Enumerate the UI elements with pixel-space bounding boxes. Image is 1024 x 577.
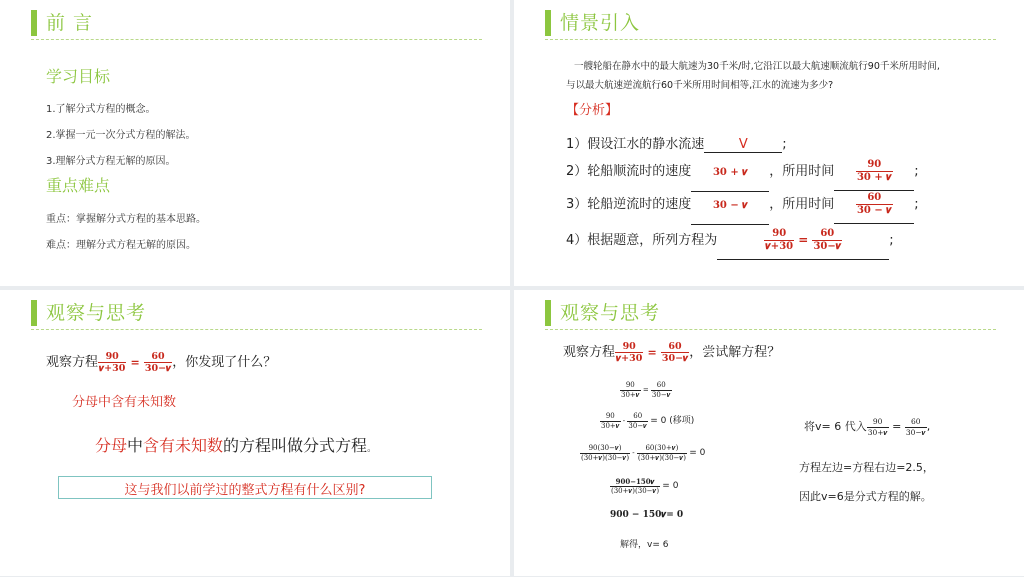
semicolon: ; [914,197,919,212]
title-divider [545,329,996,330]
key-heading: 重点难点 [46,176,111,195]
time-fraction-downstream [856,160,893,183]
conclusion-text: 因此v=6是分式方程的解。 [799,490,932,503]
fraction-numerator: 60 [633,411,643,420]
sides-equal-text: 方程左边=方程右边=2.5， [799,461,934,474]
equals-sign: = [647,346,657,359]
difficulty-point: 难点：理解分式方程无解的原因。 [46,240,196,251]
solution-step-5: 900 − 150𝒗= 0 [610,510,684,520]
fraction-denominator: 30 + 𝒗 [856,172,892,183]
step-fraction [651,382,672,399]
solution-step-4 [610,475,678,497]
step-fraction [620,382,641,399]
title-divider [31,329,482,330]
fraction-denominator: (30+𝒗)(30−𝒗) [637,453,686,462]
analysis-label: 【分析】 [566,103,619,118]
fraction-numerator: 90 [105,350,119,362]
semicolon: ; [782,137,787,152]
fraction-numerator: 90 [622,340,636,352]
fraction-denominator: 30−𝒗 [628,421,647,430]
observe-prefix: 观察方程 [46,355,99,370]
fraction-denominator: 30−𝒗 [651,390,671,399]
title-accent-bar [31,300,37,326]
goal-item-2: 2.掌握一元一次分式方程的解法。 [46,130,196,141]
fraction-denominator: 𝒗+30 [765,241,794,252]
slide-title: 观察与思考 [46,302,147,324]
fraction-numerator: 60 [656,380,666,389]
equation-left-fraction [98,352,126,374]
title-accent-bar [545,10,551,36]
answer-2-value: 30 + 𝒗 [712,167,748,178]
fraction-denominator: 30−𝒗 [144,363,172,374]
fraction-denominator: 30+𝒗 [601,421,620,430]
check-left-fraction [867,418,889,436]
finding-text: 分母中含有未知数 [72,395,177,410]
question-3 [566,187,919,225]
problem-line-1: 一艘轮船在静水中的最大航速为30千米/时,它沿江以最大航速顺流航行90千米所用时间, [574,61,940,72]
fraction-denominator: 30−𝒗 [905,427,926,437]
answer-blank-4 [717,222,889,260]
solution-step-3: $\frac{\text{90(30−𝒗)}}{\text{(30+𝒗)(30−𝒗)}}$ - $\frac{\text{60(30+𝒗)}}{\text{(30+𝒗)(30−𝒗)}}$ = 0 [581,443,706,462]
title-divider [31,39,482,40]
problem-line-2: 与以最大航速逆流航行60千米所用时间相等,江水的流速为多少? [566,80,834,91]
fraction-denominator: 30−𝒗 [813,241,842,252]
semicolon: ; [889,233,894,248]
equation-right-fraction [144,352,172,374]
key-point: 重点：掌握解分式方程的基本思路。 [46,214,206,225]
answer-blank-3b [834,187,914,224]
step-fraction [580,445,630,462]
fraction-numerator: 900−150𝒗 [615,476,655,486]
question-2-mid: ，所用时间 [769,164,835,179]
solution-step-6: 解得，v= 6 [620,540,669,550]
fraction-numerator: 60(30+𝒗) [645,443,679,452]
fraction-denominator: 30−𝒗 [661,353,689,364]
equals-sign: = [798,233,809,247]
title-accent-bar [545,300,551,326]
check-prefix: 将v= 6 代入 [804,420,867,433]
fraction-numerator: 90(30−𝒗) [588,443,622,452]
fraction-numerator: 60 [820,228,835,239]
question-3-text: 3）轮船逆流时的速度 [566,197,692,212]
question-text: 这与我们以前学过的整式方程有什么区别? [124,483,366,498]
time-fraction-upstream [856,193,893,216]
slide-observe-1[interactable] [0,290,510,576]
solve-prompt [563,336,780,370]
check-substitution [804,415,930,439]
slide-observe-2[interactable] [514,290,1024,576]
slide-title: 情景引入 [560,12,641,34]
fraction-numerator: 60 [151,350,165,362]
fraction-numerator: 60 [911,417,921,426]
slide-title: 观察与思考 [560,302,661,324]
definition-part-unknown: 含有未知数 [143,436,224,455]
fraction-numerator: 90 [872,417,883,426]
step-fraction [637,445,687,462]
fraction-denominator: 𝒗+30 [616,353,643,364]
step-3-remainder: = 0 [689,448,706,458]
definition-part-rest: 的方程叫做分式方程 [223,436,368,455]
question-3-mid: ，所用时间 [769,197,835,212]
solution-step-2: $\frac{90}{\text{30+𝒗}}$ - $\frac{60}{\text{30−𝒗}}$ = 0 (移项) [601,411,695,430]
step-fraction [627,413,648,430]
slide-title: 前 言 [46,12,94,34]
step-2-remainder: = 0 (移项) [650,416,695,426]
answer-3-value: 30 − 𝒗 [712,200,748,211]
equation-right-fraction [812,229,842,252]
equals-sign: = [642,386,649,394]
fraction-numerator: 60 [867,192,882,203]
answer-blank-3 [691,187,769,225]
fraction-denominator: 30+𝒗 [621,390,640,399]
goal-item-3: 3.理解分式方程无解的原因。 [46,156,176,167]
question-1 [566,133,787,153]
observe-prompt [46,346,276,380]
question-1-text: 1）假设江水的静水流速 [566,137,705,152]
check-right-fraction [905,418,927,436]
equals-sign: = [130,356,140,369]
observe-suffix: ，你发现了什么？ [172,355,277,370]
fraction-denominator: (30+𝒗)(30−𝒗) [581,453,630,462]
fraction-numerator: 90 [605,411,615,420]
solution-step-1 [620,380,672,400]
goal-heading: 学习目标 [46,67,111,86]
fraction-numerator: 90 [867,159,882,170]
question-4-text: 4）根据题意，所列方程为 [566,233,718,248]
prompt-suffix: ，尝试解方程？ [689,345,781,360]
fraction-numerator: 90 [772,228,787,239]
step-fraction [600,413,621,430]
answer-blank-1: V [704,137,782,153]
fraction-denominator: 30+𝒗 [867,427,888,437]
check-suffix: , [926,420,931,433]
prompt-prefix: 观察方程 [563,345,616,360]
definition-sentence [95,433,376,456]
question-2-text: 2）轮船顺流时的速度 [566,164,692,179]
equation-right-fraction [661,342,689,364]
equals-sign: = [892,420,902,433]
fraction-numerator: 90 [625,380,635,389]
fraction-denominator: 𝒗+30 [99,363,126,374]
title-divider [545,39,996,40]
definition-part-in: 中 [127,436,144,455]
fraction-numerator: 60 [668,340,682,352]
goal-item-1: 1.了解分式方程的概念。 [46,104,156,115]
fraction-denominator: 30 − 𝒗 [856,205,892,216]
step-fraction [610,478,660,495]
definition-period: 。 [367,444,377,454]
step-4-remainder: = 0 [662,481,679,491]
semicolon: ; [914,164,919,179]
definition-part-denominator: 分母 [95,436,128,455]
equation-left-fraction [615,342,643,364]
question-4 [566,222,894,260]
fraction-denominator: (30+𝒗)(30−𝒗) [611,486,660,495]
equation-left-fraction [764,229,794,252]
slide-scenario[interactable] [514,0,1024,286]
slide-preface[interactable] [0,0,510,286]
title-accent-bar [31,10,37,36]
answer-blank-2b [834,154,914,191]
